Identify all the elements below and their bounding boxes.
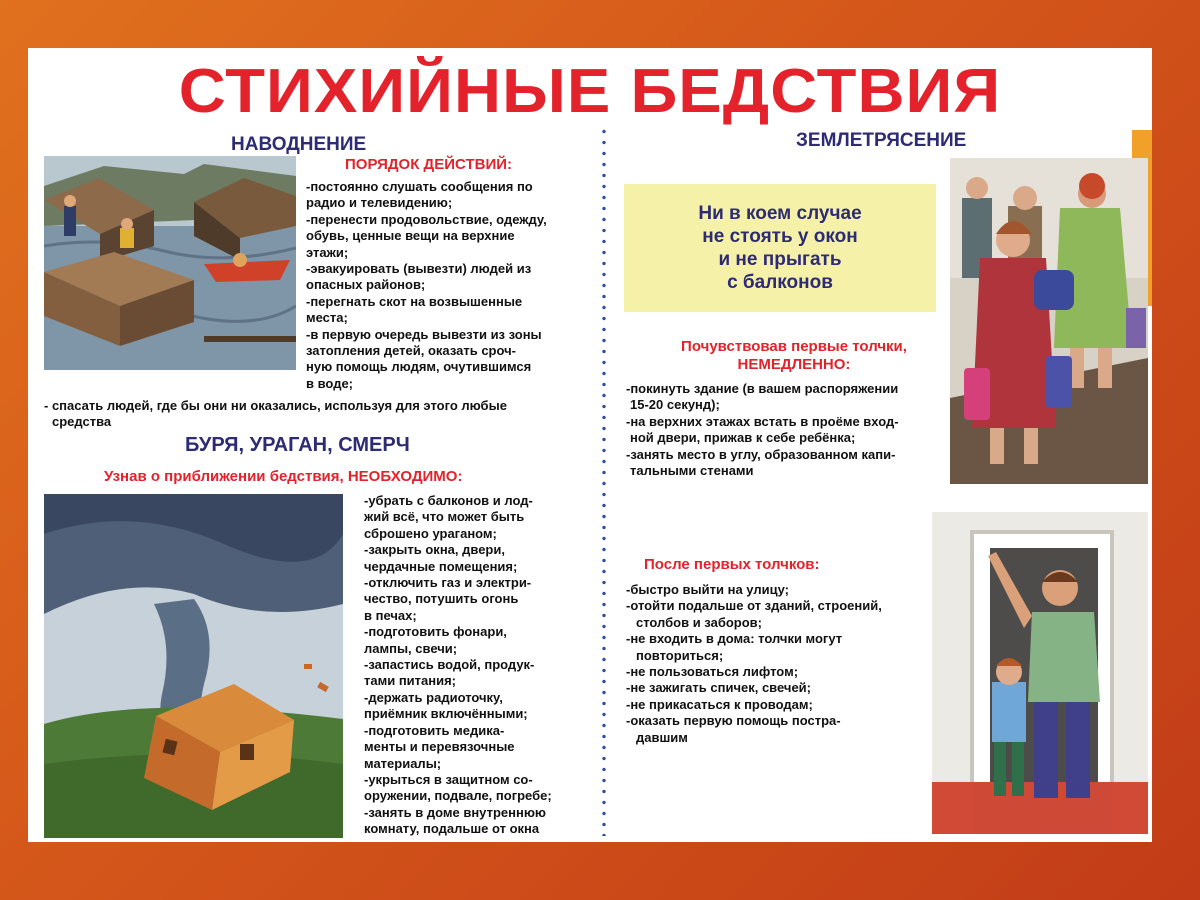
after-tremors-line: -оказать первую помощь постра- xyxy=(626,713,841,729)
flood-extra-instructions xyxy=(44,398,507,431)
storm-line: лампы, свечи; xyxy=(364,640,458,656)
flood-extra-line: - спасать людей, где бы они ни оказались, используя для этого любые xyxy=(44,398,507,413)
flood-line: -перегнать скот на возвышенные xyxy=(306,293,523,309)
storm-line: комнату, подальше от окна xyxy=(364,821,540,837)
after-tremors-line: -не прикасаться к проводам; xyxy=(626,696,813,712)
doorway-shelter-illustration xyxy=(932,512,1148,834)
people-evacuating-illustration xyxy=(950,158,1148,484)
first-tremors-line: ной двери, прижав к себе ребёнка; xyxy=(630,430,856,446)
warning-line: Ни в коем случае xyxy=(698,203,862,224)
storm-line: -занять в доме внутреннюю xyxy=(364,804,547,820)
flood-line: -эвакуировать (вывезти) людей из xyxy=(306,261,532,277)
flood-line: ную помощь людям, очутившимся xyxy=(306,359,532,375)
first-tremors-line: -на верхних этажах встать в проёме вход- xyxy=(626,413,899,429)
after-tremors-line: -не пользоваться лифтом; xyxy=(626,664,799,680)
first-tremors-line: -занять место в углу, образованном капи- xyxy=(626,446,896,462)
flood-line: опасных районов; xyxy=(306,277,426,293)
after-tremors-instructions xyxy=(626,582,882,746)
flood-illustration xyxy=(44,156,296,370)
warning-line: не стоять у окон xyxy=(702,226,858,247)
storm-line: сброшено ураганом; xyxy=(364,525,497,541)
poster xyxy=(28,48,1152,842)
storm-line: -убрать с балконов и лод- xyxy=(364,493,533,508)
first-tremors-heading-line: НЕМЕДЛЕННО: xyxy=(737,356,851,373)
storm-line: -укрыться в защитном со- xyxy=(364,771,533,787)
after-tremors-line: -отойти подальше от зданий, строений, xyxy=(626,598,882,614)
storm-line: -подготовить медика- xyxy=(364,722,505,738)
flood-extra-line: средства xyxy=(52,414,112,430)
storm-line: приёмник включёнными; xyxy=(364,706,528,722)
storm-line: тами питания; xyxy=(364,673,457,689)
earthquake-heading: ЗЕМЛЕТРЯСЕНИЕ xyxy=(796,130,967,151)
flood-line: -перенести продовольствие, одежду, xyxy=(306,211,547,227)
first-tremors-heading xyxy=(644,338,944,374)
flood-line: затопления детей, оказать сроч- xyxy=(306,343,516,359)
storm-line: чердачные помещения; xyxy=(364,558,518,574)
after-tremors-line: столбов и заборов; xyxy=(636,614,763,630)
storm-line: -отключить газ и электри- xyxy=(364,575,532,591)
first-tremors-instructions xyxy=(626,381,899,479)
warning-box xyxy=(624,184,936,312)
storm-line: -подготовить фонари, xyxy=(364,624,507,640)
storm-line: оружении, подвале, погребе; xyxy=(364,788,552,804)
after-tremors-heading: После первых толчков: xyxy=(644,556,820,573)
tornado-illustration xyxy=(44,494,343,838)
flood-line: радио и телевидению; xyxy=(306,195,453,211)
first-tremors-line: 15-20 секунд); xyxy=(630,397,720,413)
after-tremors-line: -быстро выйти на улицу; xyxy=(626,582,789,597)
storm-line: -закрыть окна, двери, xyxy=(364,542,505,558)
after-tremors-line: давшим xyxy=(636,729,688,745)
after-tremors-line: -не зажигать спичек, свечей; xyxy=(626,680,812,696)
first-tremors-heading-line: Почувствовав первые толчки, xyxy=(681,338,907,355)
first-tremors-line: тальными стенами xyxy=(630,463,754,479)
flood-subheading: ПОРЯДОК ДЕЙСТВИЙ: xyxy=(345,156,513,173)
storm-line: материалы; xyxy=(364,755,442,771)
storm-line: в печах; xyxy=(364,607,417,623)
after-tremors-line: -не входить в дома: толчки могут xyxy=(626,631,843,647)
flood-heading: НАВОДНЕНИЕ xyxy=(231,134,367,155)
storm-line: менты и перевязочные xyxy=(364,739,515,755)
flood-instructions xyxy=(306,179,547,392)
flood-line: обувь, ценные вещи на верхние xyxy=(306,228,515,244)
storm-subheading: Узнав о приближении бедствия, НЕОБХОДИМО: xyxy=(104,468,463,485)
page-title: СТИХИЙНЫЕ БЕДСТВИЯ xyxy=(178,57,1002,126)
flood-line: -постоянно слушать сообщения по xyxy=(306,179,533,194)
flood-line: места; xyxy=(306,310,348,326)
column-divider xyxy=(602,126,606,836)
flood-line: в воде; xyxy=(306,375,354,391)
storm-line: жий всё, что может быть xyxy=(364,509,525,525)
storm-instructions xyxy=(364,493,552,838)
storm-heading: БУРЯ, УРАГАН, СМЕРЧ xyxy=(185,434,410,456)
storm-line: -держать радиоточку, xyxy=(364,689,503,705)
flood-line: -в первую очередь вывезти из зоны xyxy=(306,326,542,342)
warning-line: и не прыгать xyxy=(718,249,842,270)
flood-line: этажи; xyxy=(306,244,349,260)
warning-line: с балконов xyxy=(727,272,833,293)
storm-line: -запастись водой, продук- xyxy=(364,657,535,673)
storm-line: чество, потушить огонь xyxy=(364,591,519,607)
first-tremors-line: -покинуть здание (в вашем распоряжении xyxy=(626,381,899,396)
after-tremors-line: повториться; xyxy=(636,647,724,663)
